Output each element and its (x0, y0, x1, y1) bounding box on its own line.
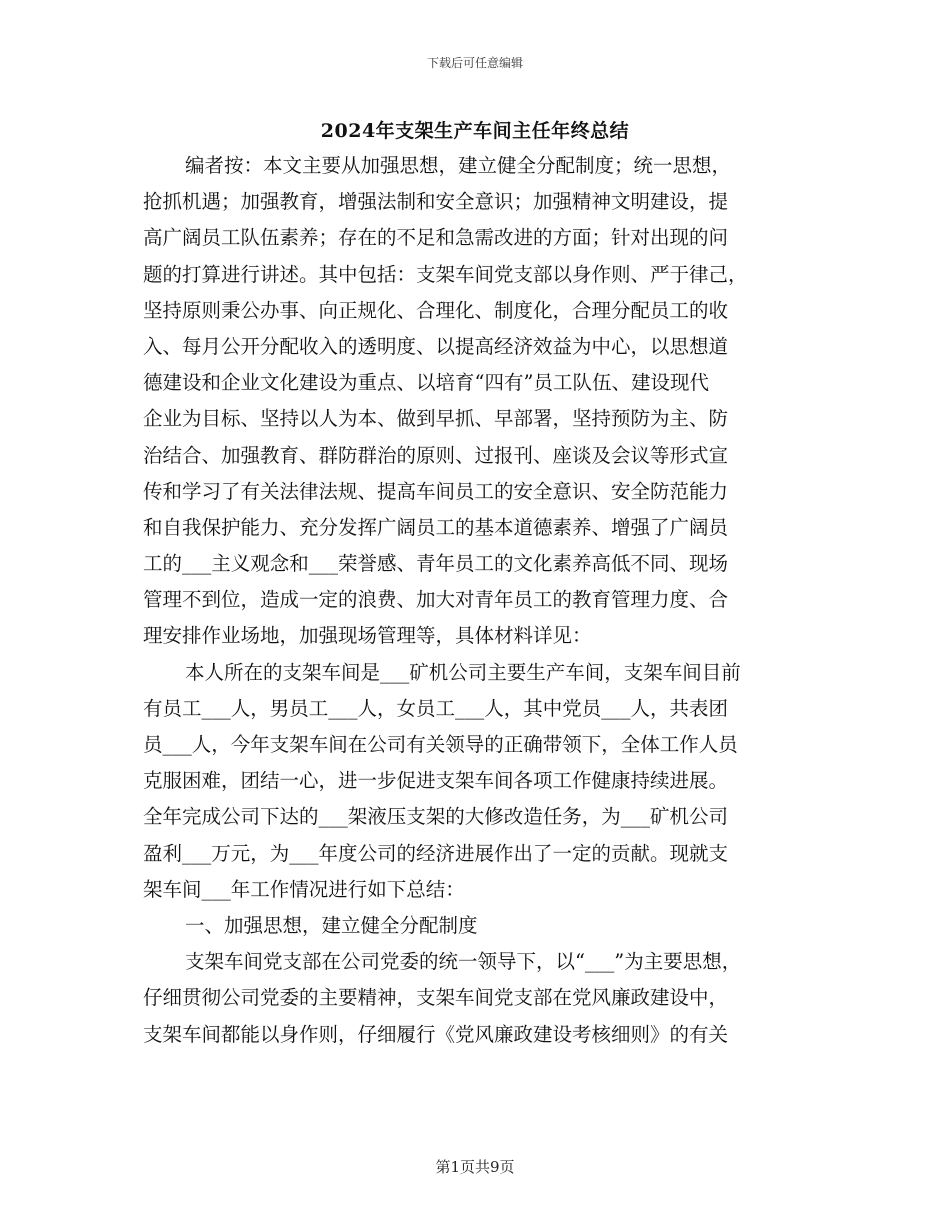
text-line: 架车间___年工作情况进行如下总结： (143, 877, 465, 901)
text-line: 高广阔员工队伍素养；存在的不足和急需改进的方面；针对出现的问 (143, 226, 729, 250)
text-line: 治结合、加强教育、群防群治的原则、过报刊、座谈及会议等形式宣 (143, 443, 729, 467)
text-line: 仔细贯彻公司党委的主要精神，支架车间党支部在党风廉政建设中， (143, 986, 729, 1010)
text-line: 管理不到位，造成一定的浪费、加大对青年员工的教育管理力度、合 (143, 588, 729, 612)
text-line: 本人所在的支架车间是___矿机公司主要生产车间，支架车间目前 (185, 660, 741, 684)
section-heading: 一、加强思想，建立健全分配制度 (185, 913, 478, 937)
text-line: 员___人，今年支架车间在公司有关领导的正确带领下，全体工作人员 (143, 733, 738, 756)
text-line: 理安排作业场地，加强现场管理等，具体材料详见： (143, 624, 592, 648)
text-line: 有员工___人，男员工___人，女员工___人，其中党员___人，共表团 (143, 696, 729, 720)
text-line: 全年完成公司下达的___架液压支架的大修改造任务，为___矿机公司 (143, 805, 729, 829)
text-line: 克服困难，团结一心，进一步促进支架车间各项工作健康持续进展。 (143, 769, 729, 793)
text-line: 支架车间党支部在公司党委的统一领导下，以“___”为主要思想， (185, 950, 742, 974)
text-line: 支架车间都能以身作则，仔细履行《党风廉政建设考核细则》的有关 (143, 1022, 729, 1046)
text-line: 传和学习了有关法律法规、提高车间员工的安全意识、安全防范能力 (143, 479, 729, 503)
document-body (143, 148, 807, 1053)
text-line: 德建设和企业文化建设为重点、以培育“四有”员工队伍、建设现代 (143, 371, 709, 395)
text-line: 和自我保护能力、充分发挥广阔员工的基本道德素养、增强了广阔员 (143, 515, 729, 539)
text-line: 工的___主义观念和___荣誉感、青年员工的文化素养高低不同、现场 (143, 552, 729, 576)
text-line: 入、每月公开分配收入的透明度、以提高经济效益为中心，以思想道 (143, 334, 729, 358)
text-line: 企业为目标、坚持以人为本、做到早抓、早部署，坚持预防为主、防 (143, 407, 729, 431)
text-line: 盈利___万元，为___年度公司的经济进展作出了一定的贡献。现就支 (143, 841, 729, 865)
text-line: 题的打算进行讲述。其中包括：支架车间党支部以身作则、严于律己， (143, 262, 748, 286)
page-title: 2024年支架生产车间主任年终总结 (320, 120, 630, 142)
text-line: 坚持原则秉公办事、向正规化、合理化、制度化，合理分配员工的收 (143, 298, 729, 322)
header-note: 下载后可任意编辑 (426, 56, 523, 70)
page-number: 第1页共9页 (435, 1158, 515, 1176)
text-line: 抢抓机遇；加强教育，增强法制和安全意识；加强精神文明建设，提 (143, 190, 729, 214)
text-line: 编者按：本文主要从加强思想，建立健全分配制度；统一思想， (185, 154, 732, 177)
